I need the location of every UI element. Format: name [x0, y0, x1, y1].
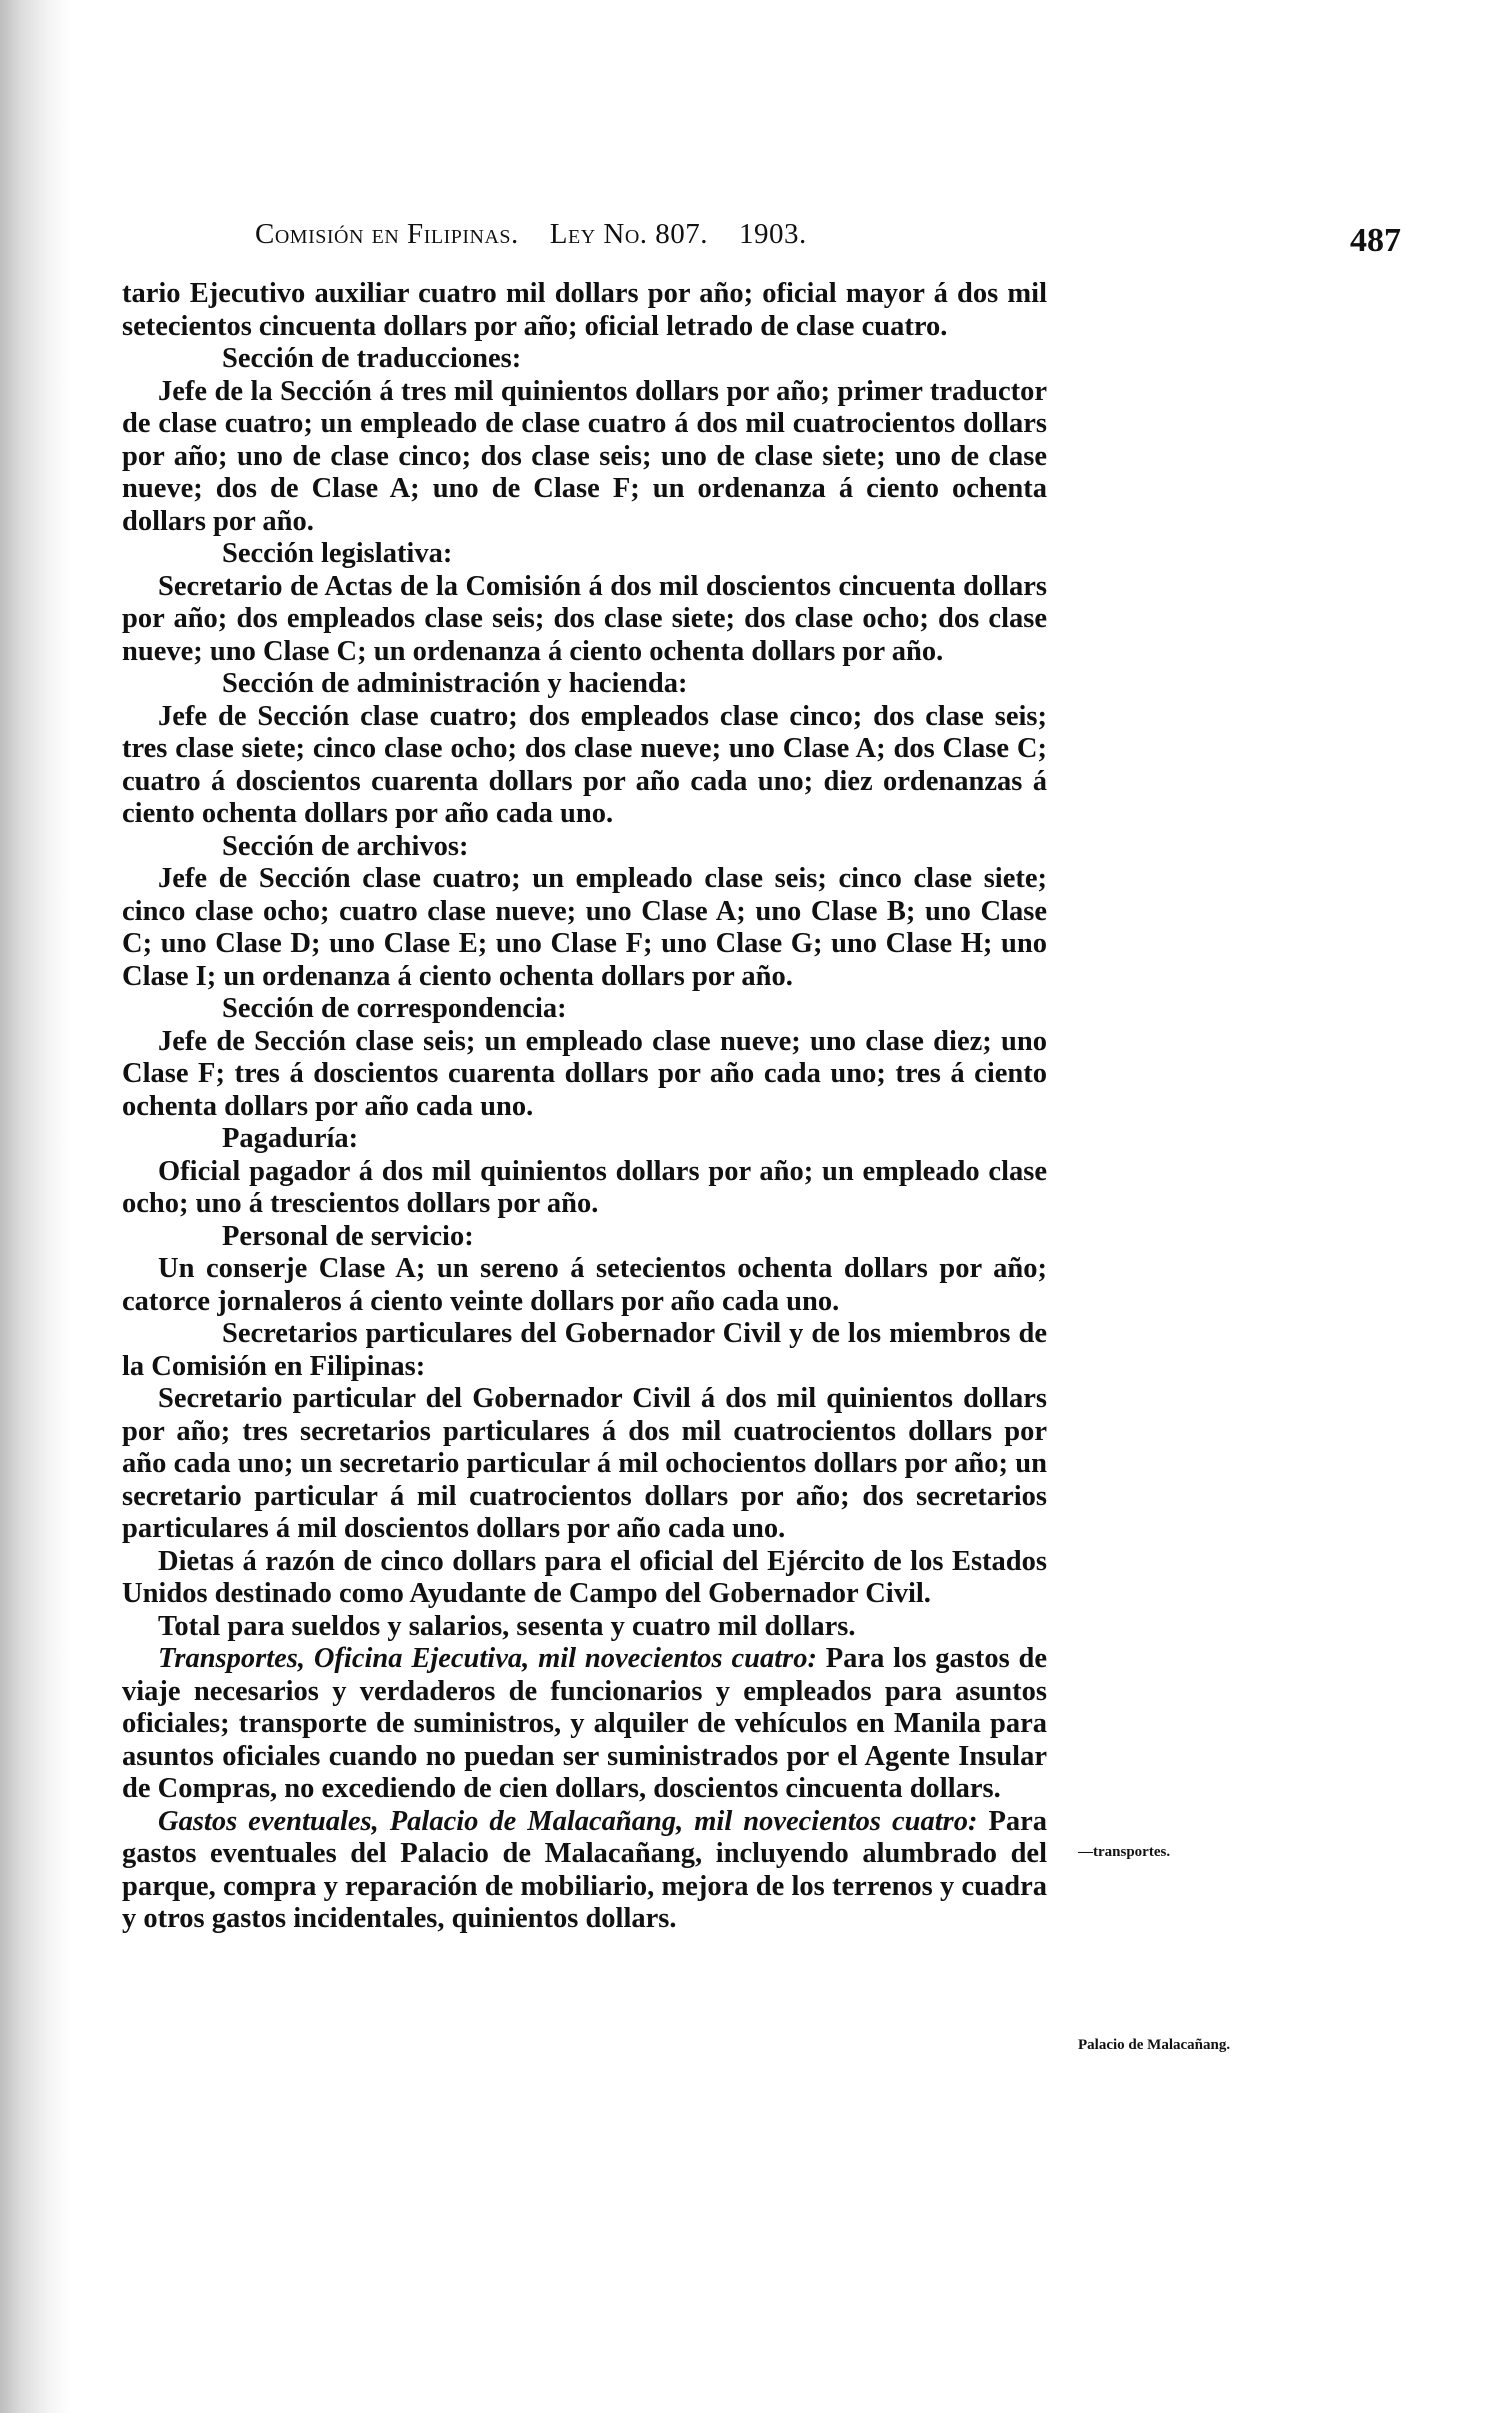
section-heading: Sección de correspondencia: — [222, 993, 567, 1024]
running-head-year: 1903. — [739, 218, 807, 250]
paragraph-lead-italic: Transportes, Oficina Ejecutiva, mil novecientos cuatro: — [158, 1643, 817, 1674]
section-heading: Personal de servicio: — [222, 1220, 474, 1252]
paragraph-lead-italic: Gastos eventuales, Palacio de Malacañang, mil novecientos cuatro: — [158, 1805, 978, 1837]
body-paragraph: Dietas á razón de cinco dollars para el oficial del Ejército de los Estados Unidos destinado como Ayudante de Campo del Gobernador Civil. — [122, 1545, 1047, 1609]
page-number: 487 — [1350, 222, 1401, 259]
section-heading: Pagaduría: — [222, 1123, 359, 1154]
section-heading: Sección de administración y hacienda: — [222, 668, 688, 699]
paragraph-text: Para gastos eventuales del Palacio de Malacañang, incluyendo alumbrado del parque, compra y reparación de mobiliario, mejora de los terrenos y cuadra y otros gastos incidentales, quinientos dollars. — [122, 1805, 1047, 1934]
section-heading: Sección legislativa: — [222, 538, 453, 569]
scan-edge-shadow — [0, 0, 70, 2413]
continued-paragraph: tario Ejecutivo auxiliar cuatro mil dollars por año; oficial mayor á dos mil setecientos cincuenta dollars por año; oficial letrado de clase cuatro. — [122, 278, 1047, 342]
body-paragraph: Total para sueldos y salarios, sesenta y cuatro mil dollars. — [158, 1610, 856, 1642]
section-heading: Secretarios particulares del Gobernador Civil y de los miembros de la Comisión en Filipinas: — [122, 1318, 1047, 1382]
section-heading: Sección de traducciones: — [222, 343, 522, 374]
body-paragraph: Jefe de Sección clase seis; un empleado clase nueve; uno clase diez; uno Clase F; tres á doscientos cuarenta dollars por año cada uno; tres á ciento ochenta dollars por año cada uno. — [122, 1025, 1047, 1122]
body-paragraph: Jefe de Sección clase cuatro; un empleado clase seis; cinco clase siete; cinco clase ocho; cuatro clase nueve; uno Clase A; uno Clase B; uno Clase C; uno Clase D; uno Clase E; uno Clase F; uno Clase G; uno Clase H; uno Clase I; un ordenanza á ciento ochenta dollars por año. — [122, 863, 1047, 992]
body-paragraph: Un conserje Clase A; un sereno á setecientos ochenta dollars por año; catorce jornaleros á ciento veinte dollars por año cada uno. — [122, 1253, 1047, 1317]
margin-note-transportes: —transportes. — [1078, 1844, 1171, 1860]
body-paragraph: Jefe de la Sección á tres mil quinientos dollars por año; primer traductor de clase cuatro; un empleado de clase cuatro á dos mil cuatrocientos dollars por año; uno de clase cinco; dos clase seis; uno de clase siete; uno de clase nueve; dos de Clase A; uno de Clase F; un ordenanza á ciento ochenta dollars por año. — [122, 375, 1047, 537]
running-head — [255, 218, 807, 251]
margin-note-palacio: Palacio de Malacañang. — [1078, 2037, 1231, 2053]
paragraph-text: Para los gastos de viaje necesarios y verdaderos de funcionarios y empleados para asuntos oficiales; transporte de suministros, y alquiler de vehículos en Manila para asuntos oficiales cuando no puedan ser suministrados por el Agente Insular de Compras, no excediendo de cien dollars, doscientos cincuenta dollars. — [122, 1643, 1047, 1804]
running-head-title: Comisión en Filipinas. — [255, 218, 519, 250]
section-heading: Sección de archivos: — [222, 830, 469, 862]
body-paragraph — [122, 1806, 1047, 1936]
body-paragraph — [122, 1643, 1047, 1806]
body-paragraph: Secretario particular del Gobernador Civil á dos mil quinientos dollars por año; tres secretarios particulares á dos mil cuatrocientos dollars por año cada uno; un secretario particular á mil ochocientos dollars por año; un secretario particular á mil cuatrocientos dollars por año; dos secretarios particulares á mil doscientos dollars por año cada uno. — [122, 1383, 1047, 1544]
body-paragraph: Secretario de Actas de la Comisión á dos mil doscientos cincuenta dollars por año; dos empleados clase seis; dos clase siete; dos clase ocho; dos clase nueve; uno Clase C; un ordenanza á ciento ochenta dollars por año. — [122, 570, 1047, 667]
running-head-law: Ley No. 807. — [549, 218, 709, 250]
body-paragraph: Jefe de Sección clase cuatro; dos empleados clase cinco; dos clase seis; tres clase siete; cinco clase ocho; dos clase nueve; uno Clase A; dos Clase C; cuatro á doscientos cuarenta dollars por año cada uno; diez ordenanzas á ciento ochenta dollars por año cada uno. — [122, 700, 1047, 829]
body-text — [122, 278, 1047, 1936]
body-paragraph: Oficial pagador á dos mil quinientos dollars por año; un empleado clase ocho; uno á trescientos dollars por año. — [122, 1155, 1047, 1219]
